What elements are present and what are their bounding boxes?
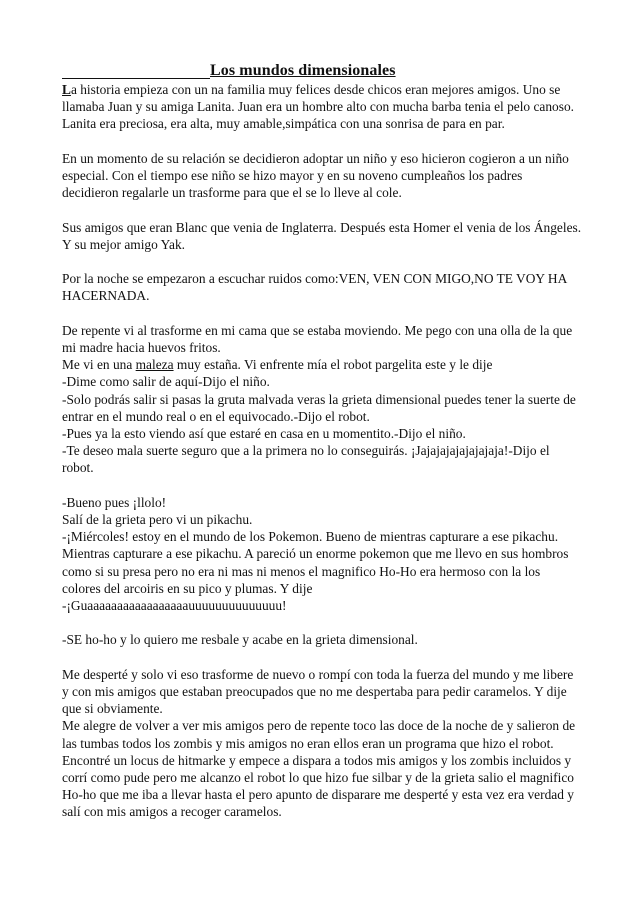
paragraph-8-line-2: Me alegre de volver a ver mis amigos pero de repente toco las doce de la noche de y salieron de las tumbas todos los zombis y mis amigos no eran ellos eran un programa que hizo el robot. (62, 718, 576, 751)
paragraph-5-line-3: -Dime como salir de aquí-Dijo el niño. (62, 374, 270, 390)
title-underline-lead (62, 78, 210, 79)
title-row (62, 62, 582, 81)
paragraph-5-line-4: -Solo podrás salir si pasas la gruta malvada veras la grieta dimensional puedes tener la suerte de entrar en el mundo real o en el equivocado.-Dijo el robot. (62, 391, 576, 424)
paragraph-5-line-2 (62, 356, 582, 373)
paragraph-6-line-2: Salí de la grieta pero vi un pikachu. (62, 512, 253, 527)
paragraph-6-line-1: -Bueno pues ¡llolo! (62, 494, 167, 510)
paragraph-3-line-2: Y su mejor amigo Yak. (62, 236, 185, 252)
paragraph-1-text: a historia empieza con un na familia muy felices desde chicos eran mejores amigos. Uno se llamaba Juan y su amiga Lanita. Juan era un hombre alto con mucha barba tenia el pelo canoso. (62, 82, 575, 115)
underlined-word: maleza (135, 357, 174, 373)
paragraph-7: -SE ho-ho y lo quiero me resbale y acabe en la grieta dimensional. (62, 632, 418, 648)
line-2-post: muy estaña. Vi enfrente mía el robot pargelita este y le dije (173, 357, 493, 373)
paragraph-5-line-1: De repente vi al trasforme en mi cama que se estaba moviendo. Me pego con una olla de la que mi madre hacia huevos fritos. (62, 322, 573, 355)
paragraph-2: En un momento de su relación se decidieron adoptar un niño y eso hicieron cogieron a un niño especial. Con el tiempo ese niño se hizo mayor y en su noveno cumpleaños los padres decidieron regalarle un trasforme para que el se lo lleve al cole. (62, 150, 569, 201)
paragraph-1 (62, 81, 582, 115)
drop-cap-letter: L (62, 82, 71, 97)
paragraph-5-line-6: -Te deseo mala suerte seguro que a la primera no lo conseguirás. ¡Jajajajajajajajaja!-Dijo el robot. (62, 443, 550, 476)
paragraph-6-line-3: -¡Miércoles! estoy en el mundo de los Pokemon. Bueno de mientras capturare a ese pikachu. Mientras capturare a ese pikachu. A pareció un enorme pokemon que me llevo en sus hombros como si su presa pero no era ni mas ni menos el magnifico Ho-Ho era hermoso con la los colores del arcoiris en su pico y plumas. Y dije (62, 529, 569, 596)
paragraph-6-line-4: -¡Guaaaaaaaaaaaaaaaaauuuuuuuuuuuuuu! (62, 598, 287, 614)
paragraph-1-line-2: Lanita era preciosa, era alta, muy amable,simpática con una sonrisa de para en par. (62, 116, 505, 132)
paragraph-3-line-1: Sus amigos que eran Blanc que venia de Inglaterra. Después esta Homer el venia de los Ángeles. (62, 219, 582, 235)
paragraph-8-line-3: Encontré un locus de hitmarke y empece a dispara a todos mis amigos y los zombis incluidos y corrí como pude pero me alcanzo el robot lo que hizo fue silbar y de la grieta salio el magnifico Ho-ho que me iba a llevar hasta el pero apunto de disparare me desperté y esta vez era verdad y salí con mis amigos a recoger caramelos. (62, 752, 575, 820)
line-2-pre: Me vi en una (62, 357, 136, 373)
paragraph-5-line-5: -Pues ya la esto viendo así que estaré en casa en u momentito.-Dijo el niño. (62, 426, 466, 441)
document-title: Los mundos dimensionales (210, 62, 396, 79)
document-page (62, 62, 582, 821)
paragraph-8-line-1: Me desperté y solo vi eso trasforme de nuevo o rompí con toda la fuerza del mundo y me libere y con mis amigos que estaban preocupados que no me despertaba para pedir caramelos. Y dije que si obviamente. (62, 666, 574, 717)
paragraph-4: Por la noche se empezaron a escuchar ruidos como:VEN, VEN CON MIGO,NO TE VOY HA HACERNADA. (62, 271, 567, 304)
